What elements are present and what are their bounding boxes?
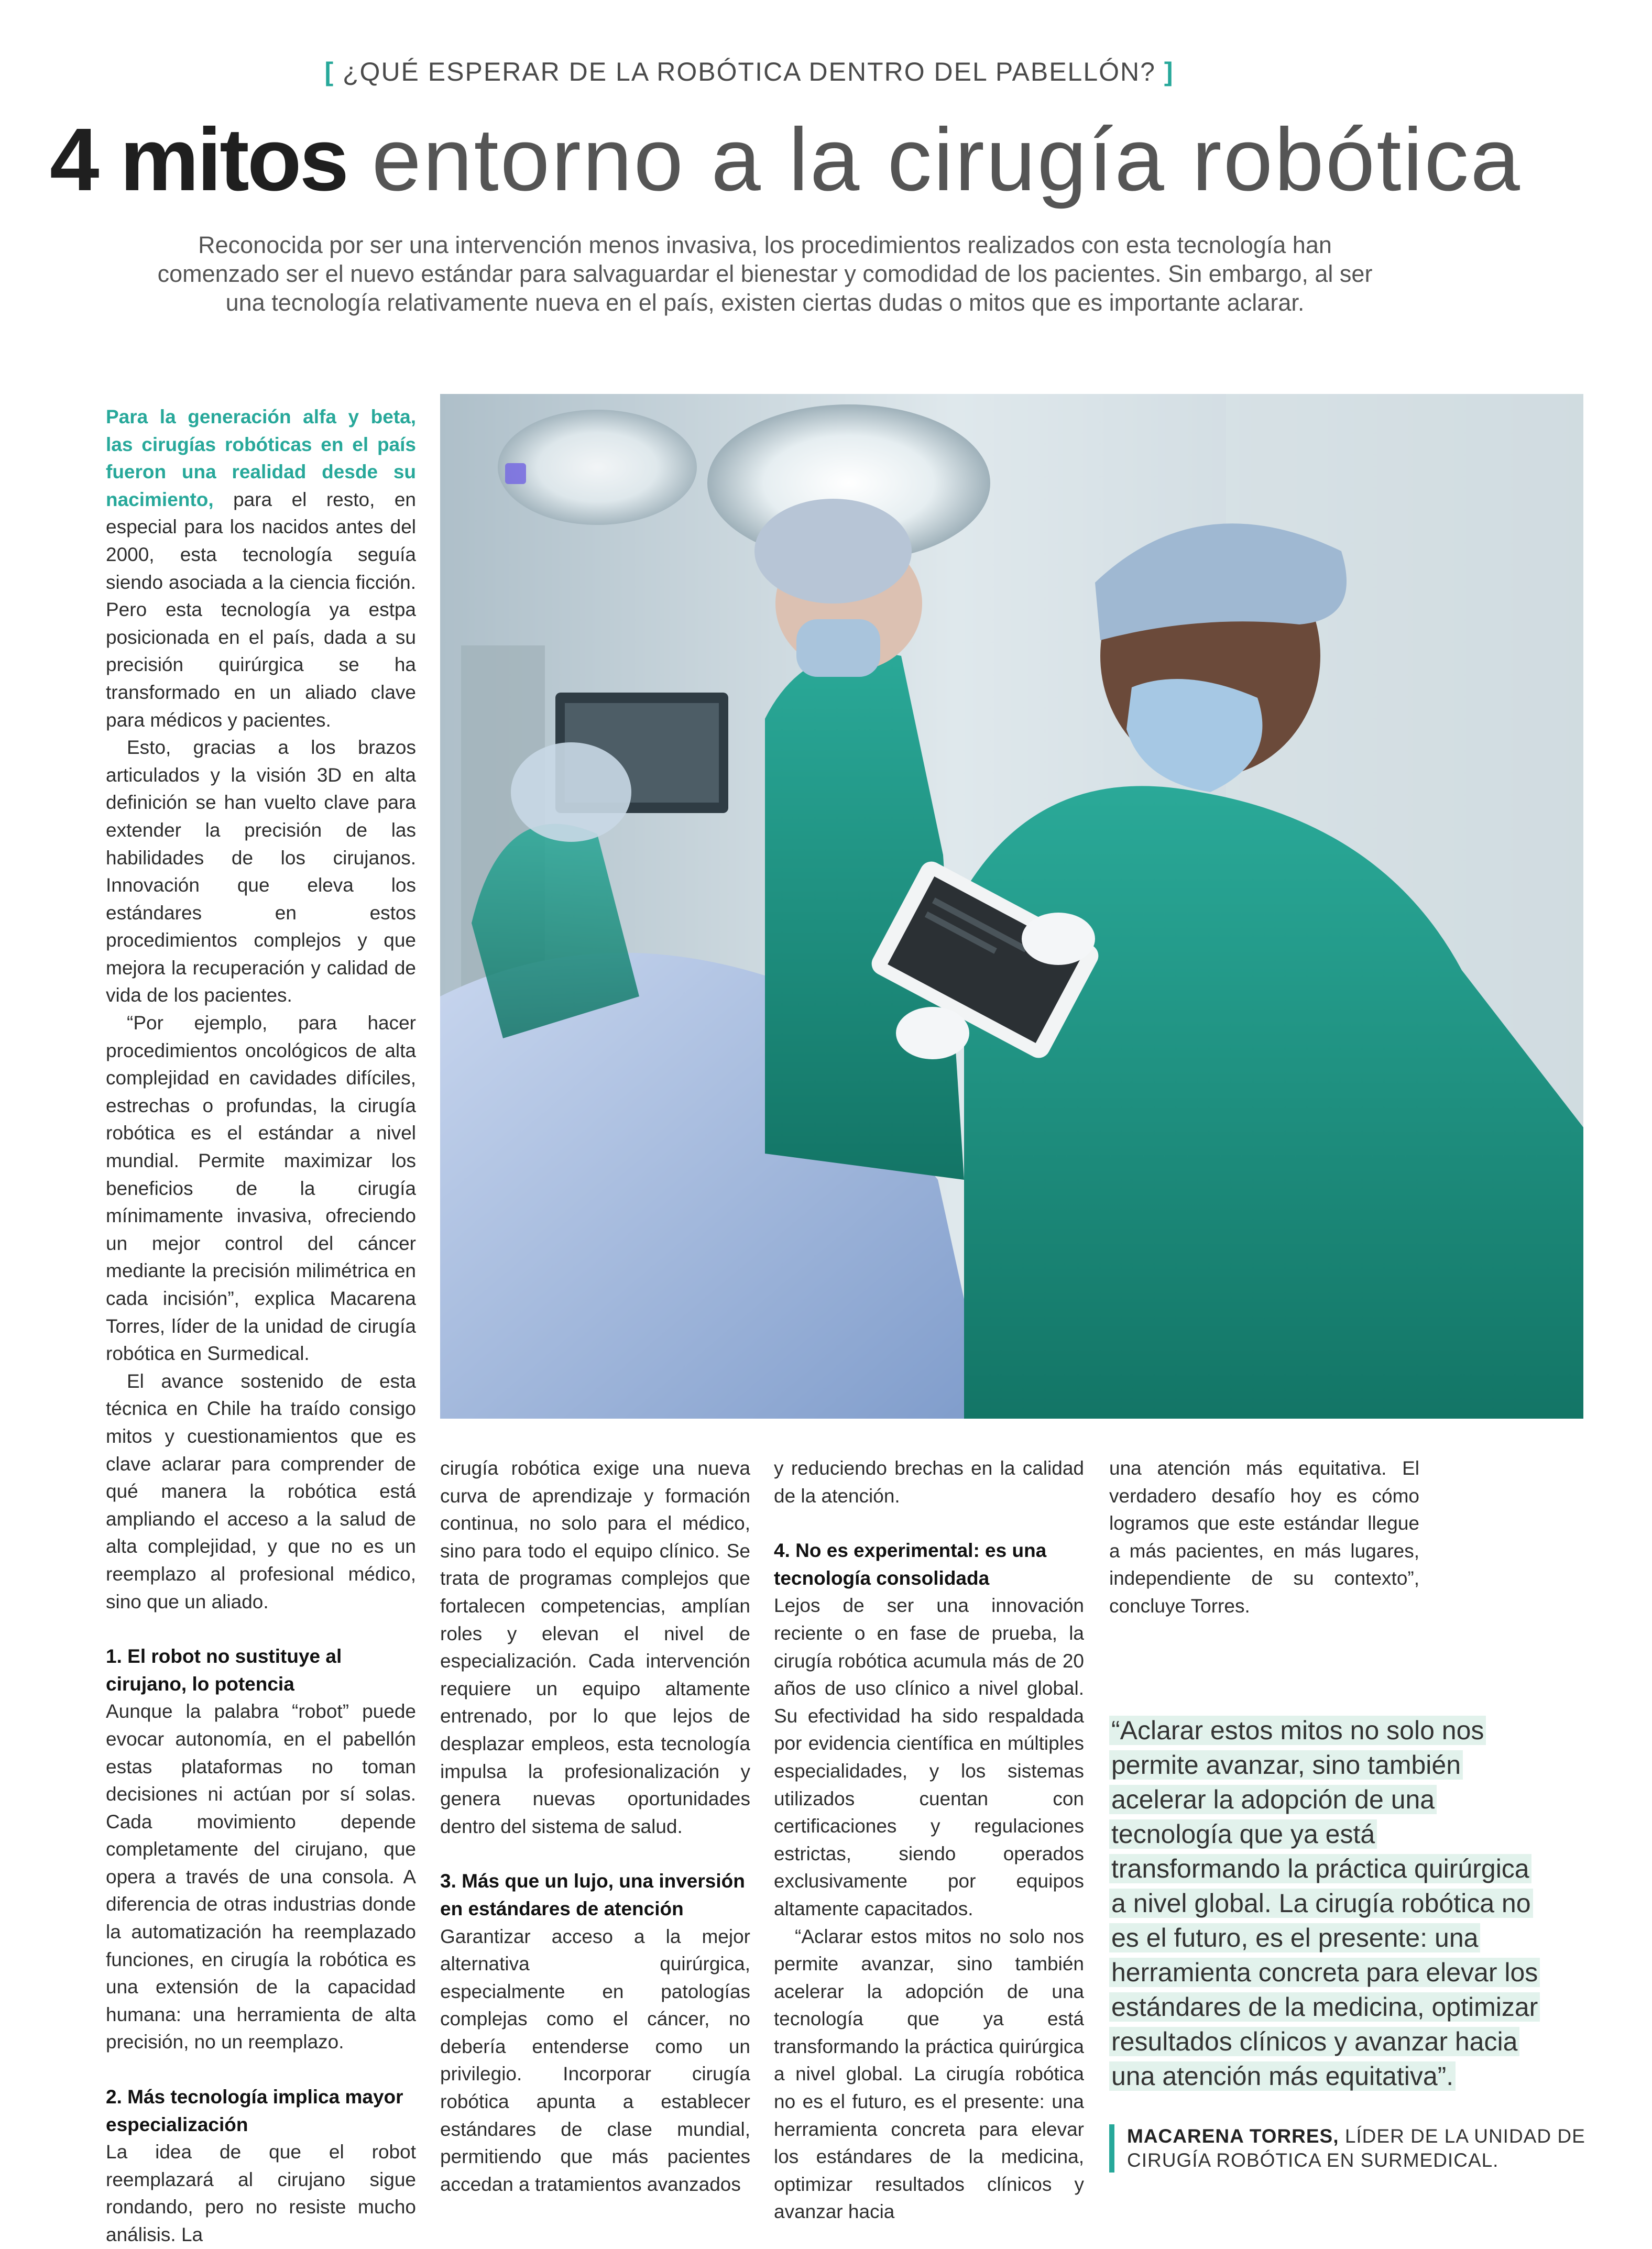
closing-quote-cont: una atención más equitativa. El verdadero desafío hoy es cómo logramos que este estándar llegue a más pacientes, en más lugares, independiente de su contexto”, concluye Torres. [1109,1457,1419,1617]
headline-bold: 4 mitos [50,110,347,210]
myth-2-text-cont: cirugía robótica exige una nueva curva de aprendizaje y formación continua, no solo para el médico, sino para todo el equipo clínico. Se trata de programas complejos que fortalecen competencias, amplían roles y elevan el nivel de especialización. Cada intervención requiere un equipo altamente entrenado, por lo que lejos de desplazar empleos, esta tecnología impulsa la profesionalización y genera nuevas oportunidades dentro del sistema de salud. [440,1457,750,1837]
article-column-2 [440,1455,750,2198]
section-kicker [0,57,1498,87]
gloved-hand-left [896,1007,969,1059]
headline-light: entorno a la cirugía robótica [371,110,1522,210]
gloved-hand-right [1022,913,1095,965]
quote-attribution [1109,2124,1599,2173]
body-paragraph-4: El avance sostenido de esta técnica en Chile ha traído consigo mitos y cuestionamientos que es clave aclarar para comprender de qué manera la robótica está ampliando el acceso a la salud de alta complejidad, y que no es un reemplazo al profesional médico, sino que un aliado. [106,1370,416,1612]
intro-highlight: Para la generación alfa y beta, las cirugías robóticas en el país fueron una realidad desde su nacimiento, [106,406,416,510]
myth-3-text-start: Garantizar acceso a la mejor alternativa quirúrgica, especialmente en patologías complejas como el cáncer, no debería entenderse como un privilegio. Incorporar cirugía robótica apunta a establecer estándares de clase mundial, permitiendo que más pacientes accedan a tratamientos avanzados [440,1925,750,2195]
pull-quote-text: “Aclarar estos mitos no solo nos permite avanzar, sino también acelerar la adopción de una tecnología que ya está transformando la práctica quirúrgica a nivel global. La cirugía robótica no es el futuro, es el presente: una herramienta concreta para elevar los estándares de la medicina, optimizar resultados clínicos y avanzar hacia una atención más equitativa”. [1109,1716,1540,2091]
myth-2-text-start: La idea de que el robot reemplazará al cirujano sigue rondando, pero no resiste mucho análisis. La [106,2141,416,2245]
article-column-4 [1109,1455,1419,1620]
myth-1-heading: 1. El robot no sustituye al cirujano, lo potencia [106,1645,342,1695]
lead-paragraph: Reconocida por ser una intervención menos invasiva, los procedimientos realizados con esta tecnología han comenzado ser el nuevo estándar para salvaguardar el bienestar y comodidad de los pacientes. Sin embargo, al ser una tecnología relativamente nueva en el país, existen ciertas dudas o mitos que es importante aclarar. [157,232,1373,316]
myth-3-heading: 3. Más que un lujo, una inversión en estándares de atención [440,1870,745,1919]
closing-quote-start: “Aclarar estos mitos no solo nos permite avanzar, sino también acelerar la adopción de una tecnología que ya está transformando la práctica quirúrgica a nivel global. La cirugía robótica no es el futuro, es el presente: una herramienta concreta para elevar los estándares de la medicina, optimizar resultados clínicos y avanzar hacia [774,1925,1084,2223]
surgery-photo [440,394,1583,1419]
myth-2-heading: 2. Más tecnología implica mayor especialización [106,2086,403,2135]
kicker-bracket-right: ] [1164,57,1174,86]
attribution-name: MACARENA TORRES, [1127,2125,1339,2147]
attribution-role: LÍDER DE LA UNIDAD DE CIRUGÍA ROBÓTICA EN SURMEDICAL. [1127,2125,1585,2171]
body-paragraph-3: “Por ejemplo, para hacer procedimientos oncológicos de alta complejidad en cavidades difíciles, estrechas o profundas, la cirugía robótica es el estándar a nivel mundial. Permite maximizar los beneficios de la cirugía mínimamente invasiva, ofreciendo un mejor control del cáncer mediante la precisión milimétrica en cada incisión”, explica Macarena Torres, líder de la unidad de cirugía robótica en Surmedical. [106,1012,416,1365]
surgical-lamp-2 [498,410,697,525]
myth-1-text: Aunque la palabra “robot” puede evocar autonomía, en el pabellón estas plataformas no toman decisiones ni actúan por sí solas. Cada movimiento depende completamente del cirujano, que opera a través de una consola. A diferencia de otras industrias donde la automatización ha reemplazado funciones, en cirugía la robótica es una extensión de la capacidad humana: una herramienta de alta precisión, no un reemplazo. [106,1701,416,2053]
surgery-photo-illustration [440,394,1583,1419]
article-column-3 [774,1455,1084,2226]
intro-paragraph [106,403,416,734]
kicker-bracket-left: [ [324,57,335,86]
article-headline [50,107,1569,212]
myth-3-text-cont: y reduciendo brechas en la calidad de la atención. [774,1457,1084,1507]
body-paragraph-2: Esto, gracias a los brazos articulados y la visión 3D en alta definición se han vuelto clave para extender la precisión de las habilidades de los cirujanos. Innovación que eleva los estándares en estos procedimientos complejos y que mejora la recuperación y calidad de vida de los pacientes. [106,737,416,1006]
kicker-text: ¿QUÉ ESPERAR DE LA ROBÓTICA DENTRO DEL PABELLÓN? [343,57,1156,86]
article-column-1 [106,403,416,2249]
myth-4-heading: 4. No es experimental: es una tecnología consolidada [774,1540,1047,1589]
myth-4-text: Lejos de ser una innovación reciente o en fase de prueba, la cirugía robótica acumula más de 20 años de uso clínico a nivel global. Su efectividad ha sido respaldada por evidencia científica en múltiples especialidades, y los sistemas utilizados cuentan con certificaciones y regulaciones estrictas, siendo operados exclusivamente por equipos altamente capacitados. [774,1595,1084,1919]
pull-quote [1109,1713,1549,2093]
intro-rest: para el resto, en especial para los nacidos antes del 2000, esta tecnología seguía siendo asociada a la ciencia ficción. Pero esta tecnología ya estpa posicionada en el país, dada a su precisión quirúrgica se ha transformado en un aliado clave para médicos y pacientes. [106,488,416,731]
